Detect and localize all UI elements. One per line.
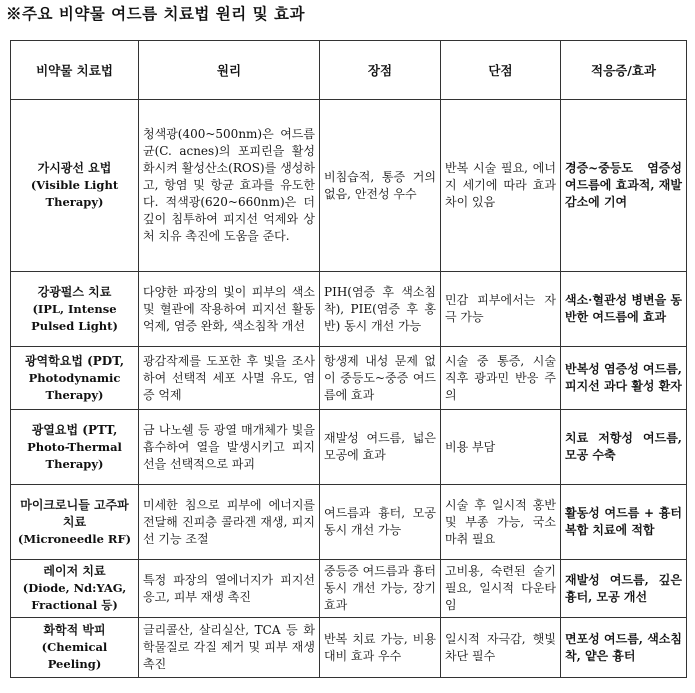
treatment-name: 마이크로니들 고주파 치료 (Microneedle RF) [11, 485, 139, 560]
header-indication: 적응증/효과 [561, 41, 687, 100]
pros-cell: 항생제 내성 문제 없이 중등도~중증 여드름에 효과 [320, 347, 441, 410]
cons-cell: 고비용, 숙련된 술기 필요, 일시적 다운타임 [441, 560, 561, 618]
pros-cell: 중등증 여드름과 흉터 동시 개선 가능, 장기 효과 [320, 560, 441, 618]
page-title: ※주요 비약물 여드름 치료법 원리 및 효과 [6, 4, 305, 23]
pros-cell: 여드름과 흉터, 모공 동시 개선 가능 [320, 485, 441, 560]
principle-cell: 청색광(400~500nm)은 여드름균(C. acnes)의 포피린을 활성화시켜 활성산소(ROS)를 생성하고, 항염 및 항균 효과를 유도한다. 적색광(620~660nm)은 더 깊이 침투하여 피지선 억제와 상처 치유 촉진에 도움을 준다. [139, 100, 320, 272]
header-principle: 원리 [139, 41, 320, 100]
pros-cell: 재발성 여드름, 넓은 모공에 효과 [320, 410, 441, 485]
table-row [11, 618, 687, 678]
table-row [11, 410, 687, 485]
principle-cell: 글리콜산, 살리실산, TCA 등 화학물질로 각질 제거 및 피부 재생 촉진 [139, 618, 320, 678]
treatment-name: 강광펄스 치료 (IPL, Intense Pulsed Light) [11, 272, 139, 347]
cons-cell: 시술 중 통증, 시술 직후 광과민 반응 주의 [441, 347, 561, 410]
header-cons: 단점 [441, 41, 561, 100]
treatment-name: 가시광선 요법 (Visible Light Therapy) [11, 100, 139, 272]
principle-cell: 다양한 파장의 빛이 피부의 색소 및 혈관에 작용하여 피지선 활동 억제, 염증 완화, 색소침착 개선 [139, 272, 320, 347]
table-row [11, 347, 687, 410]
table-header-row [11, 41, 687, 100]
pros-cell: PIH(염증 후 색소침착), PIE(염증 후 홍반) 동시 개선 가능 [320, 272, 441, 347]
header-treatment: 비약물 치료법 [11, 41, 139, 100]
principle-cell: 특정 파장의 열에너지가 피지선 응고, 피부 재생 촉진 [139, 560, 320, 618]
indication-cell: 경증~중등도 염증성 여드름에 효과적, 재발 감소에 기여 [561, 100, 687, 272]
table-row [11, 100, 687, 272]
cons-cell: 일시적 자극감, 햇빛 차단 필수 [441, 618, 561, 678]
indication-cell: 치료 저항성 여드름, 모공 수축 [561, 410, 687, 485]
treatment-name: 광역학요법 (PDT, Photodynamic Therapy) [11, 347, 139, 410]
indication-cell: 면포성 여드름, 색소침착, 얕은 흉터 [561, 618, 687, 678]
principle-cell: 미세한 침으로 피부에 에너지를 전달해 진피층 콜라겐 재생, 피지선 기능 조절 [139, 485, 320, 560]
cons-cell: 시술 후 일시적 홍반 및 부종 가능, 국소 마취 필요 [441, 485, 561, 560]
treatment-name: 화학적 박피 (Chemical Peeling) [11, 618, 139, 678]
cons-cell: 반복 시술 필요, 에너지 세기에 따라 효과 차이 있음 [441, 100, 561, 272]
table-row [11, 272, 687, 347]
pros-cell: 반복 치료 가능, 비용 대비 효과 우수 [320, 618, 441, 678]
treatment-name: 레이저 치료 (Diode, Nd:YAG, Fractional 등) [11, 560, 139, 618]
table-row [11, 560, 687, 618]
indication-cell: 반복성 염증성 여드름, 피지선 과다 활성 환자 [561, 347, 687, 410]
treatment-name: 광열요법 (PTT, Photo-Thermal Therapy) [11, 410, 139, 485]
treatment-table [10, 40, 687, 678]
cons-cell: 비용 부담 [441, 410, 561, 485]
indication-cell: 재발성 여드름, 깊은 흉터, 모공 개선 [561, 560, 687, 618]
indication-cell: 색소·혈관성 병변을 동반한 여드름에 효과 [561, 272, 687, 347]
pros-cell: 비침습적, 통증 거의 없음, 안전성 우수 [320, 100, 441, 272]
principle-cell: 광감작제를 도포한 후 빛을 조사하여 선택적 세포 사멸 유도, 염증 억제 [139, 347, 320, 410]
indication-cell: 활동성 여드름 + 흉터 복합 치료에 적합 [561, 485, 687, 560]
table-row [11, 485, 687, 560]
cons-cell: 민감 피부에서는 자극 가능 [441, 272, 561, 347]
header-pros: 장점 [320, 41, 441, 100]
principle-cell: 금 나노쉘 등 광열 매개체가 빛을 흡수하여 열을 발생시키고 피지선을 선택적으로 파괴 [139, 410, 320, 485]
